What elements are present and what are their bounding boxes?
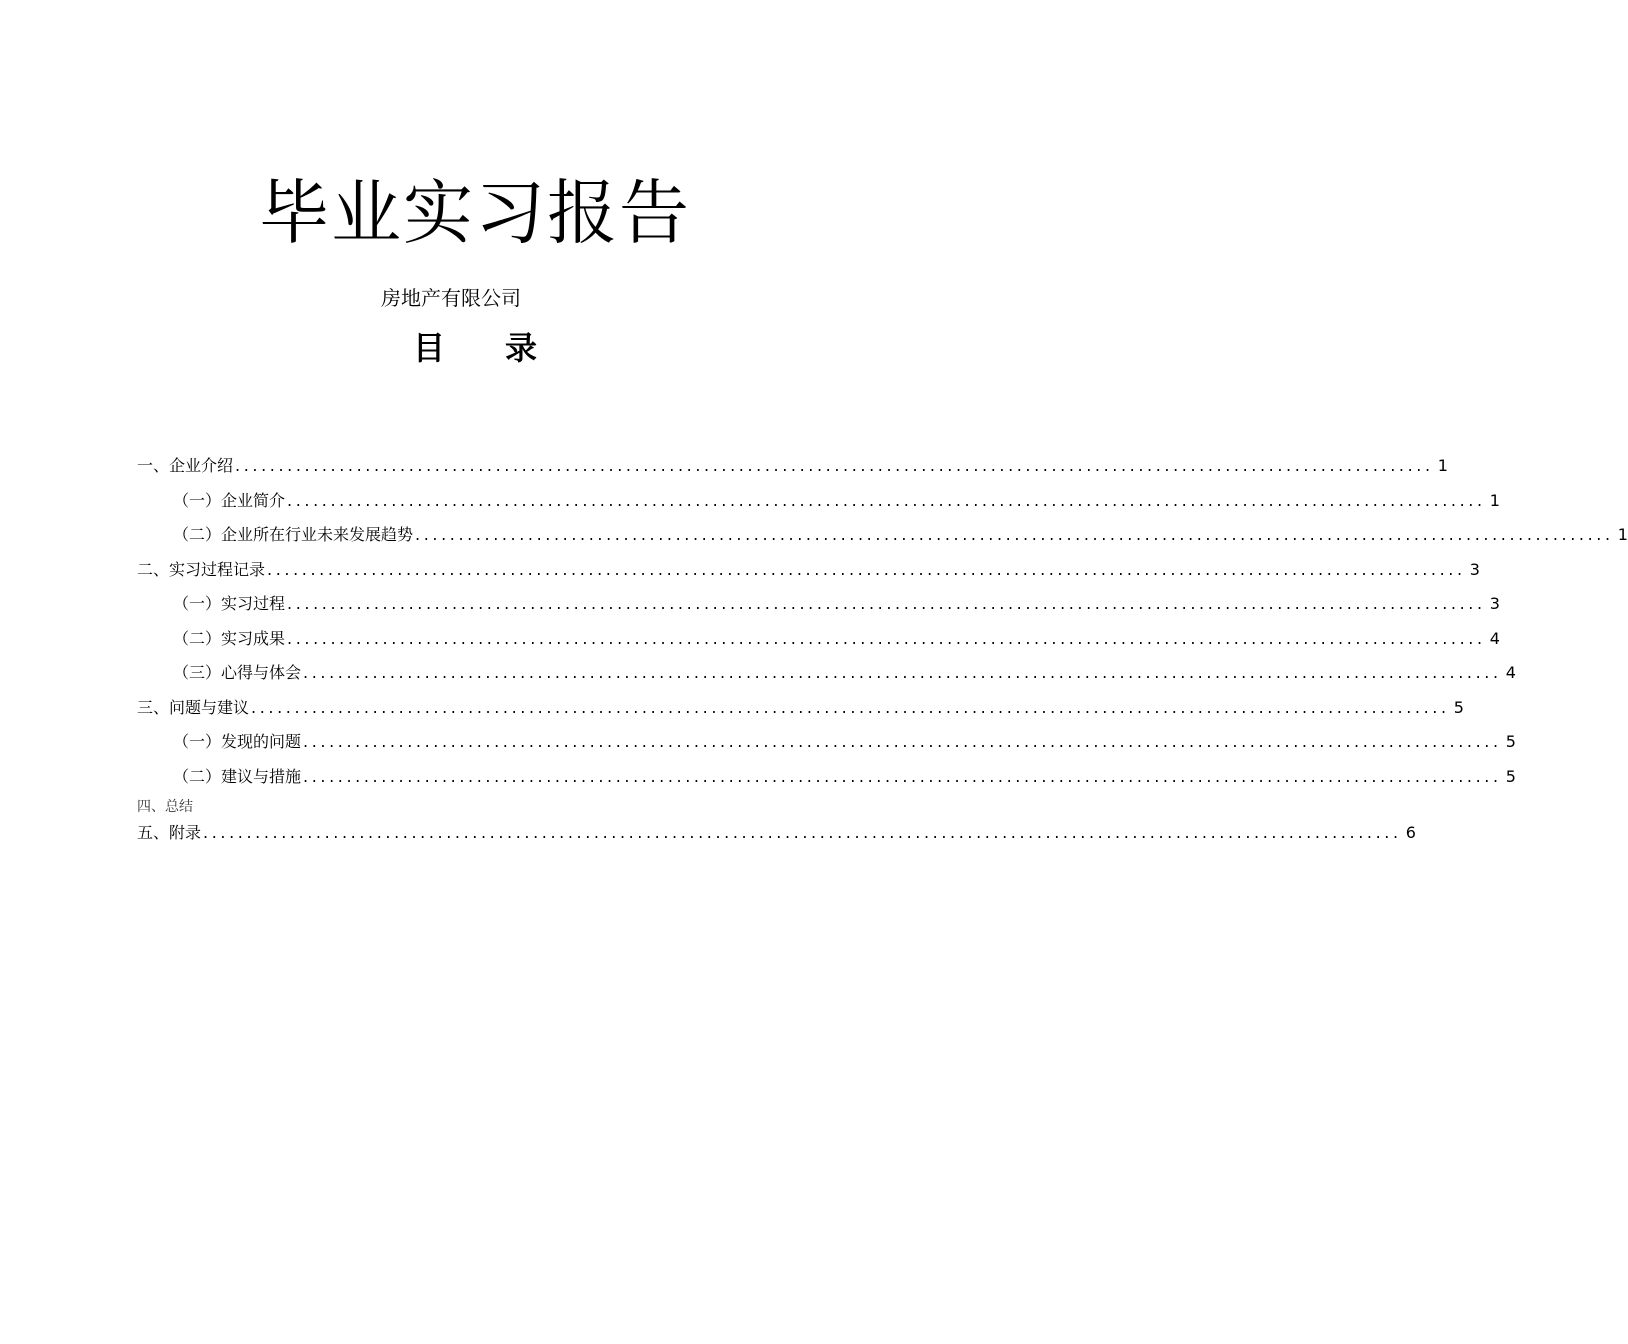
toc-entry-page: 4 bbox=[1489, 628, 1500, 648]
toc-entry-label: （二）实习成果 bbox=[173, 628, 286, 648]
toc-entry[interactable] bbox=[137, 556, 1480, 591]
toc-entry-label: （一）发现的问题 bbox=[173, 732, 302, 751]
toc-entry-label: （一）实习过程 bbox=[173, 594, 286, 613]
toc-entry-label: （三）心得与体会 bbox=[173, 663, 302, 682]
toc-entry-page: 4 bbox=[1505, 663, 1516, 682]
toc-entry-page: 3 bbox=[1489, 594, 1500, 613]
toc-dot-leader: .......................................................................................................................................... bbox=[303, 663, 1502, 682]
toc-entry[interactable] bbox=[137, 821, 1416, 849]
toc-heading-part2: 录 bbox=[505, 329, 538, 367]
toc-dot-leader: .......................................................................................................................................... bbox=[287, 490, 1486, 510]
toc-entry-label: 五、附录 bbox=[137, 823, 202, 842]
toc-dot-leader: .......................................................................................................................................... bbox=[251, 697, 1450, 717]
toc-entry-label: 三、问题与建议 bbox=[137, 697, 250, 717]
toc-entry[interactable] bbox=[137, 763, 1516, 798]
toc-dot-leader: .......................................................................................................................................... bbox=[287, 628, 1486, 648]
document-title: 毕业实习报告 bbox=[259, 172, 691, 254]
toc-dot-leader: .......................................................................................................................................... bbox=[303, 732, 1502, 751]
toc-entry-page: 6 bbox=[1405, 823, 1416, 842]
toc-entry[interactable] bbox=[137, 694, 1464, 729]
toc-entry-label: （二）企业所在行业未来发展趋势 bbox=[173, 525, 414, 544]
toc-heading-part1: 目 bbox=[412, 329, 445, 367]
toc-entry[interactable] bbox=[137, 521, 1628, 556]
company-name: 房地产有限公司 bbox=[381, 286, 521, 310]
toc-entry[interactable] bbox=[137, 625, 1500, 660]
toc-dot-leader: .......................................................................................................................................... bbox=[303, 766, 1502, 786]
toc-entry-label: 一、企业介绍 bbox=[137, 456, 234, 475]
toc-dot-leader: .......................................................................................................................................... bbox=[235, 456, 1434, 475]
toc-entry-plain bbox=[137, 797, 860, 821]
toc-dot-leader: .......................................................................................................................................... bbox=[267, 559, 1466, 579]
toc-entry-page: 1 bbox=[1617, 525, 1628, 544]
toc-dot-leader: .......................................................................................................................................... bbox=[203, 823, 1402, 842]
toc-entry[interactable] bbox=[137, 659, 1516, 694]
toc-dot-leader: .......................................................................................................................................... bbox=[415, 525, 1614, 544]
toc-entry-label: 二、实习过程记录 bbox=[137, 559, 266, 579]
toc-entry[interactable] bbox=[137, 728, 1516, 763]
toc-entry-label: （一）企业简介 bbox=[173, 490, 286, 510]
toc-entry[interactable] bbox=[137, 590, 1500, 625]
toc-entry[interactable] bbox=[137, 487, 1500, 522]
toc-dot-leader: .......................................................................................................................................... bbox=[287, 594, 1486, 613]
toc-heading bbox=[0, 326, 950, 370]
toc-entry[interactable] bbox=[137, 452, 1448, 487]
toc-entry-page: 1 bbox=[1489, 490, 1500, 510]
toc-entry-page: 3 bbox=[1469, 559, 1480, 579]
toc-entry-label: （二）建议与措施 bbox=[173, 766, 302, 786]
toc-entry-page: 5 bbox=[1505, 732, 1516, 751]
toc-entry-page: 5 bbox=[1453, 697, 1464, 717]
toc-entry-label: 四、总结 bbox=[137, 799, 193, 815]
table-of-contents bbox=[137, 452, 1628, 849]
toc-entry-page: 5 bbox=[1505, 766, 1516, 786]
toc-entry-page: 1 bbox=[1437, 456, 1448, 475]
